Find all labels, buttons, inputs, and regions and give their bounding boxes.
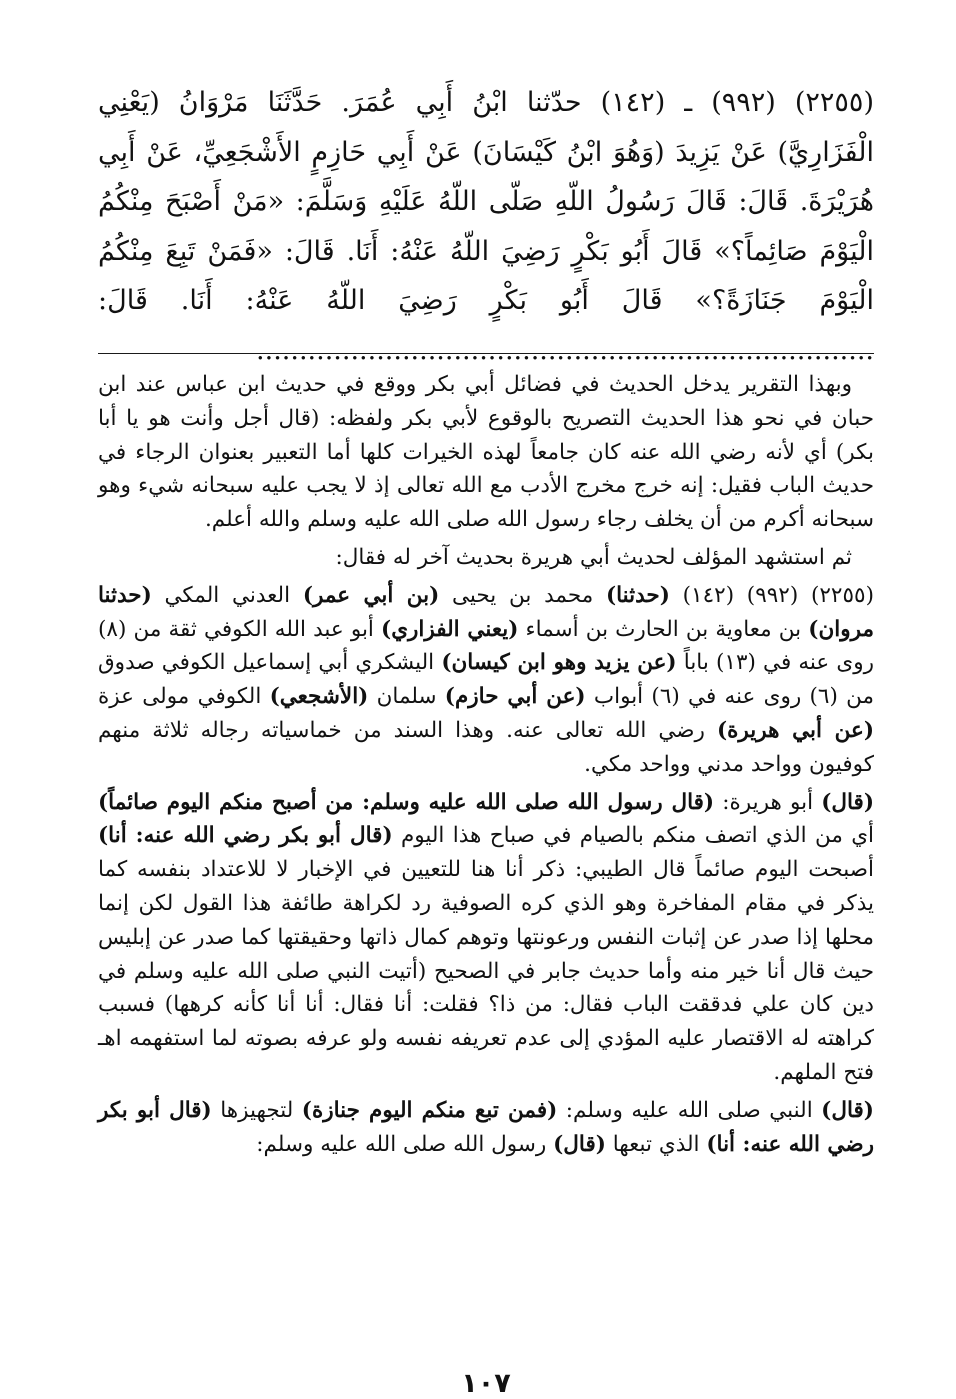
- isnad-text: الكوفي مولى عزة: [98, 684, 270, 710]
- hadith-arabic: (٢٢٥٥) (٩٩٢) ـ (١٤٢) حدّثنا ابْنُ أَبِي عُمَرَ. حَدَّثَنَا مَرْوَانُ (يَعْنِي الْفَزَارِيَّ) عَنْ يَزِيدَ (وَهُوَ ابْنُ كَيْسَانَ) عَنْ أَبِي حَازِمٍ الأَشْجَعِيِّ، عَنْ أَبِي هُرَيْرَةَ. قَالَ: قَالَ رَسُولُ اللّهِ صَلّى اللّهُ عَلَيْهِ وَسَلَّمَ: «مَنْ أَصْبَحَ مِنْكُمُ الْيَوْمَ صَائِماً؟» قَالَ أَبُو بَكْرٍ رَضِيَ اللّهُ عَنْهُ: أَنَا. قَالَ: «فَمَنْ تَبِعَ مِنْكُمُ الْيَوْمَ جَنَازَةً؟» قَالَ أَبُو بَكْرٍ رَضِيَ اللّهُ عَنْهُ: أَنَا. قَالَ:: [98, 87, 874, 316]
- isnad-bold: (الأشجعي): [269, 684, 369, 710]
- matn-text: أصبحت اليوم صائماً قال الطيبي: ذكر أنا هنا للتعيين في الإخبار لا للاعتداد بنفسه كما يذكر في مقام المفاخرة وهو الذي كره الصوفية رد لكراهة طائفة هذا القول لكن إنما محلها إذا صدر عن إثبات النفس ورعونتها وتوهم كمال ذاتها وحقيقتها كما صدر عن إبليس حيث قال أنا خير منه وأما حديث جابر في الصحيح (أتيت النبي صلى الله عليه وسلم في دين كان علي فدققت الباب فقال: من ذا؟ فقلت: أنا فقال: أنا أنا كأنه كرهها) فسبب كراهته له الاقتصار عليه المؤدي إلى عدم تعريفه نفسه ولو عرفه بصوته لما استفهمه اهـ فتح الملهم.: [98, 857, 874, 1085]
- matn-bold: (قال أبو بكر رضي الله عنه: أنا): [98, 823, 393, 849]
- matn-bold: (قال أبو بكر رضي الله عنه: أنا): [98, 1097, 874, 1157]
- matn-bold: (قال): [553, 1131, 606, 1157]
- matn-bold: (قال): [821, 789, 874, 815]
- isnad-text: سلمان: [368, 684, 445, 710]
- book-page: [98, 78, 875, 1399]
- hadith-text: [98, 78, 874, 375]
- isnad-bold: (عن أبي هريرة): [716, 717, 875, 743]
- hadith-continuation-dots: ........................................................................: [256, 334, 874, 366]
- isnad-bold: (حدثنا مروان): [98, 582, 874, 642]
- isnad-text: العدني المكي: [151, 582, 303, 608]
- isnad-text: أبو عبد الله الكوفي ثقة من (٨) روى عنه في (١٣) باباً: [98, 616, 874, 676]
- isnad-number: (٢٢٥٥) (٩٩٢) (١٤٢): [669, 582, 874, 608]
- matn-text: لتجهيزها: [211, 1097, 302, 1123]
- matn-bold: (فمن تبع منكم اليوم جنازة): [301, 1097, 558, 1123]
- isnad-text: اليشكري أبي إسماعيل الكوفي صدوق من (٦) روى عنه في (٦) أبواب: [98, 650, 874, 710]
- page-number: ١٠٧: [461, 1368, 511, 1399]
- isnad-bold: (عن أبي حازم): [444, 684, 586, 710]
- isnad-bold: (يعني الفزاري): [381, 616, 519, 642]
- matn-text: رسول الله صلى الله عليه وسلم:: [256, 1131, 554, 1157]
- isnad-bold: (عن يزيد وهو ابن كيسان): [441, 650, 677, 676]
- matn-text: الذي تبعها: [605, 1131, 707, 1157]
- isnad-text: محمد بن يحيى: [439, 582, 606, 608]
- isnad-text: بن معاوية بن الحارث بن أسماء: [518, 616, 809, 642]
- isnad-bold: (حدثنا): [605, 582, 670, 608]
- commentary-paragraph-isnad: [98, 579, 874, 782]
- matn-text: أي من الذي اتصف منكم بالصيام في صباح هذا اليوم: [392, 823, 874, 849]
- matn-bold: (قال رسول الله صلى الله عليه وسلم: من أصبح منكم اليوم صائماً): [98, 789, 715, 815]
- isnad-text: رضي الله تعالى عنه. وهذا السند من خماسياته رجاله ثلاثة منهم كوفيون وواحد مدني وواحد مكي.: [98, 717, 874, 777]
- matn-bold: (قال): [821, 1097, 874, 1123]
- footnote-separator: [98, 353, 874, 354]
- commentary-paragraph-1: وبهذا التقرير يدخل الحديث في فضائل أبي بكر ووقع في حديث ابن عباس عند ابن حبان في نحو هذا الحديث التصريح بالوقوع لأبي بكر ولفظه: (قال أجل وأنت هو يا أبا بكر) أي لأنه رضي الله عنه كان جامعاً لهذه الخيرات كلها أما التعبير بعنوان الرجاء في حديث الباب فقيل: إنه خرج مخرج الأدب مع الله تعالى إذ لا يجب عليه سبحانه شيء وهو سبحانه أكرم من أن يخلف رجاء رسول الله صلى الله عليه وسلم والله أعلم.: [98, 372, 874, 533]
- matn-text: أبو هريرة:: [714, 789, 822, 815]
- isnad-bold: (بن أبي عمر): [302, 582, 440, 608]
- commentary-paragraph-matn-2: [98, 1094, 874, 1162]
- commentary-paragraph-2: ثم استشهد المؤلف لحديث أبي هريرة بحديث آخر له فقال:: [335, 544, 852, 570]
- commentary-section: [98, 368, 874, 1165]
- matn-text: النبي صلى الله عليه وسلم:: [557, 1097, 822, 1123]
- commentary-paragraph-matn-1: [98, 786, 874, 1090]
